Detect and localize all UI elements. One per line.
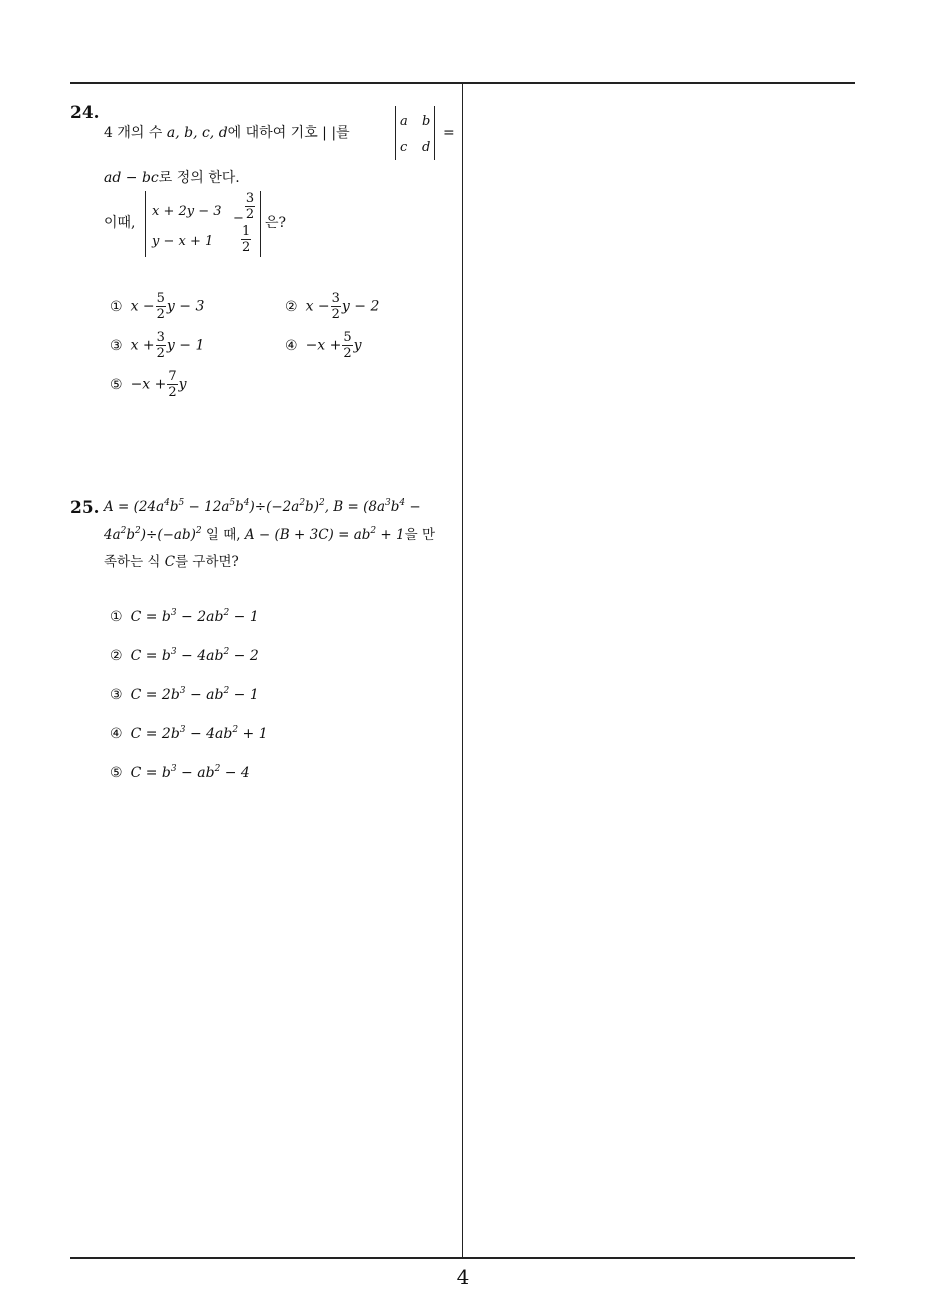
q25-sup: 4 bbox=[399, 498, 406, 508]
c-sup: 3 bbox=[170, 647, 177, 657]
choice-pre: x − bbox=[130, 298, 155, 315]
frac-den: 2 bbox=[156, 346, 165, 361]
choice-marker: ④ bbox=[285, 337, 298, 354]
choice-marker: ⑤ bbox=[110, 376, 123, 393]
q25-choice-1[interactable] bbox=[110, 609, 259, 625]
c-seg: − ab bbox=[176, 765, 215, 781]
frac-num: 3 bbox=[156, 330, 165, 345]
choice-marker: ① bbox=[110, 298, 123, 315]
det-r2c2 bbox=[240, 224, 252, 255]
q24-equals: = bbox=[443, 125, 455, 141]
q25-seg: A − (B + 3C) = ab bbox=[240, 527, 371, 543]
frac-num: 7 bbox=[168, 369, 177, 384]
choice-frac bbox=[156, 291, 166, 322]
det-r1c1: x + 2y − 3 bbox=[152, 204, 222, 219]
column-divider bbox=[462, 82, 463, 1258]
q25-choice-4[interactable] bbox=[110, 726, 268, 742]
frac-den: 2 bbox=[343, 346, 352, 361]
q25-seg: 를 구하면? bbox=[175, 554, 239, 570]
q25-choice-2[interactable] bbox=[110, 648, 259, 664]
c-seg: − ab bbox=[185, 687, 224, 703]
choice-post: y − 1 bbox=[166, 337, 205, 354]
q25-seg: b bbox=[390, 499, 400, 515]
det-cell-c: c bbox=[400, 140, 408, 155]
q25-seg: , B = (8a bbox=[324, 499, 386, 515]
frac-num: 5 bbox=[343, 330, 352, 345]
choice-post: y bbox=[353, 337, 362, 354]
q24-line-3-prefix: 이때, bbox=[104, 215, 136, 231]
choice-pre: −x + bbox=[130, 376, 167, 393]
choice-marker: ② bbox=[110, 648, 123, 664]
c-sup: 3 bbox=[179, 725, 186, 735]
q25-sup: 5 bbox=[178, 498, 185, 508]
choice-post: y bbox=[178, 376, 187, 393]
c-seg: − 2ab bbox=[176, 609, 224, 625]
c-seg: C = 2b bbox=[130, 726, 180, 742]
q25-seg: A = (24a bbox=[104, 499, 165, 515]
q25-sup: 4 bbox=[243, 498, 250, 508]
det-r1c2-sign: − bbox=[233, 211, 244, 226]
c-seg: C = b bbox=[130, 609, 171, 625]
q25-sup: 2 bbox=[195, 526, 202, 536]
q25-line-3 bbox=[104, 556, 239, 570]
q25-seg: − bbox=[405, 499, 421, 515]
c-sup: 2 bbox=[232, 725, 239, 735]
q24-choice-3[interactable] bbox=[110, 330, 204, 361]
c-sup: 3 bbox=[170, 764, 177, 774]
q25-seg: )÷(−ab) bbox=[140, 527, 196, 543]
det-r2c1: y − x + 1 bbox=[152, 234, 214, 249]
c-seg: − 4ab bbox=[176, 648, 224, 664]
q25-choice-5[interactable] bbox=[110, 765, 250, 781]
frac-num: 3 bbox=[245, 191, 255, 206]
question-24-number: 24. bbox=[70, 103, 100, 123]
q25-seg: − 12a bbox=[184, 499, 230, 515]
c-sup: 2 bbox=[214, 764, 221, 774]
q25-choice-3[interactable] bbox=[110, 687, 259, 703]
frac-den: 2 bbox=[156, 307, 165, 322]
q25-sup: 2 bbox=[318, 498, 325, 508]
q25-seg: 족하는 식 bbox=[104, 554, 161, 570]
q25-line-1 bbox=[104, 498, 421, 515]
q25-seg: b bbox=[235, 499, 244, 515]
q24-bars: | | bbox=[322, 125, 337, 141]
frac-den: 2 bbox=[242, 240, 251, 255]
frac-den: 2 bbox=[245, 207, 255, 222]
choice-post: y − 2 bbox=[341, 298, 380, 315]
question-25-number: 25. bbox=[70, 498, 100, 518]
q25-line-2 bbox=[104, 526, 435, 543]
det-r2c2-frac bbox=[241, 224, 251, 255]
frac-num: 3 bbox=[331, 291, 340, 306]
q25-seg: )÷(−2a bbox=[249, 499, 300, 515]
q24-text: 개의 수 bbox=[117, 125, 163, 141]
q25-seg: b bbox=[169, 499, 179, 515]
choice-marker: ③ bbox=[110, 687, 123, 703]
choice-frac bbox=[331, 291, 341, 322]
q25-sup: 2 bbox=[370, 526, 377, 536]
q25-seg: b bbox=[126, 527, 136, 543]
bottom-rule bbox=[70, 1257, 855, 1259]
q24-vars: a, b, c, d bbox=[166, 125, 228, 141]
c-sup: 2 bbox=[223, 686, 230, 696]
q25-sup: 4 bbox=[164, 498, 170, 508]
det-cell-a: a bbox=[400, 114, 408, 129]
c-sup: 3 bbox=[179, 686, 186, 696]
det-cell-b: b bbox=[422, 114, 431, 129]
q25-sup: 5 bbox=[229, 498, 236, 508]
c-seg: − 1 bbox=[229, 609, 259, 625]
choice-marker: ② bbox=[285, 298, 298, 315]
c-seg: + 1 bbox=[238, 726, 268, 742]
q24-main-determinant bbox=[145, 191, 261, 257]
c-seg: − 4ab bbox=[185, 726, 233, 742]
q25-sup: 3 bbox=[385, 498, 391, 508]
c-sup: 3 bbox=[170, 608, 177, 618]
frac-den: 2 bbox=[168, 385, 177, 400]
q24-text: 로 정의 한다. bbox=[158, 170, 240, 186]
frac-num: 5 bbox=[156, 291, 165, 306]
c-sup: 2 bbox=[223, 647, 230, 657]
choice-pre: −x + bbox=[305, 337, 342, 354]
det-r1c2 bbox=[233, 191, 256, 226]
q25-sup: 2 bbox=[120, 526, 127, 536]
q25-seg: 일 때, bbox=[201, 527, 241, 543]
c-seg: C = 2b bbox=[130, 687, 180, 703]
c-sup: 2 bbox=[223, 608, 230, 618]
q24-choice-1[interactable] bbox=[110, 291, 204, 322]
choice-marker: ④ bbox=[110, 726, 123, 742]
q24-text: 에 대하여 기호 bbox=[227, 125, 318, 141]
c-seg: C = b bbox=[130, 648, 171, 664]
q25-sup: 2 bbox=[299, 498, 306, 508]
q25-seg: 4a bbox=[104, 527, 121, 543]
choice-marker: ① bbox=[110, 609, 123, 625]
choice-frac bbox=[156, 330, 166, 361]
choice-frac bbox=[167, 369, 177, 400]
choice-marker: ⑤ bbox=[110, 765, 123, 781]
q24-text: 를 bbox=[336, 125, 350, 141]
c-seg: − 4 bbox=[220, 765, 250, 781]
q24-count: 4 bbox=[104, 125, 113, 141]
choice-post: y − 3 bbox=[166, 298, 205, 315]
q24-line-3-suffix: 은? bbox=[265, 215, 287, 231]
c-seg: C = b bbox=[130, 765, 171, 781]
q25-seg: + 1 bbox=[376, 527, 405, 543]
choice-marker: ③ bbox=[110, 337, 123, 354]
q24-choice-5[interactable] bbox=[110, 369, 187, 400]
q25-seg: b) bbox=[305, 499, 319, 515]
choice-pre: x − bbox=[305, 298, 330, 315]
choice-frac bbox=[342, 330, 352, 361]
q24-definition-determinant bbox=[395, 106, 435, 160]
q24-line-2 bbox=[104, 171, 240, 185]
q25-sup: 2 bbox=[135, 526, 141, 536]
frac-num: 1 bbox=[242, 224, 251, 239]
c-seg: − 2 bbox=[229, 648, 259, 664]
choice-pre: x + bbox=[130, 337, 155, 354]
q25-seg: 을 만 bbox=[404, 527, 435, 543]
det-cell-d: d bbox=[422, 140, 431, 155]
q24-line-1 bbox=[104, 126, 350, 140]
page-number: 4 bbox=[456, 1265, 470, 1289]
q24-ad-bc: ad − bc bbox=[104, 170, 159, 186]
q24-choice-4[interactable] bbox=[285, 330, 362, 361]
det-r1c2-frac bbox=[245, 191, 255, 222]
q25-seg: C bbox=[160, 554, 176, 570]
q24-choice-2[interactable] bbox=[285, 291, 379, 322]
frac-den: 2 bbox=[331, 307, 340, 322]
c-seg: − 1 bbox=[229, 687, 259, 703]
